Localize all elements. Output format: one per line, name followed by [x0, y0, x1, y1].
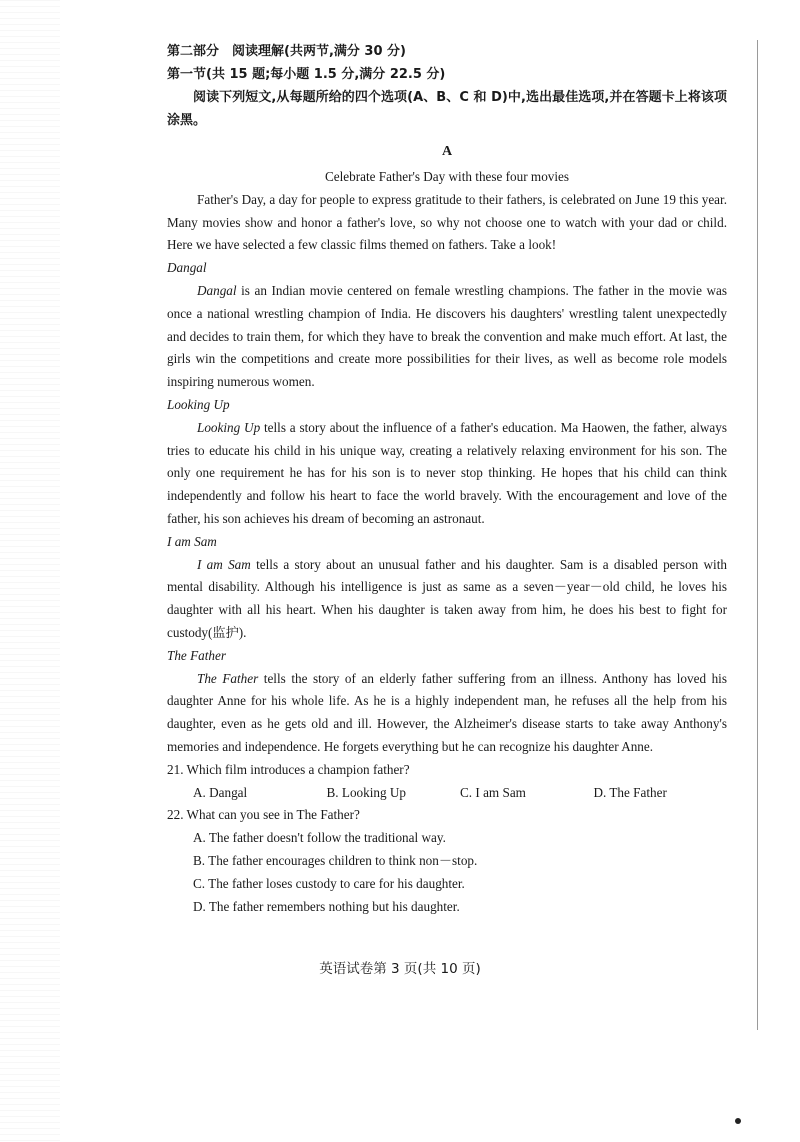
question-22-stem: 22. What can you see in The Father? [167, 807, 360, 823]
question-21-options [167, 782, 727, 805]
question-21-stem: 21. Which film introduces a champion father? [167, 761, 410, 777]
passage-letter: A [441, 144, 453, 159]
page-footer: 英语试卷第 3 页(共 10 页) [319, 961, 481, 977]
intro-paragraph: Father's Day, a day for people to express gratitude to their fathers, is celebrated on June 19 this year. Many movies show and honor a father's love, so why not choose one to watch with your dad or child. Here we have selected a few classic films themed on fathers. Take a look! [167, 191, 727, 253]
movie-paragraph-looking-up [167, 417, 727, 531]
q22-option-c: C. The father loses custody to care for his daughter. [193, 875, 465, 891]
binding-line [757, 40, 758, 1030]
movie-lead-dangal: Dangal [197, 282, 237, 298]
movie-text-dangal: is an Indian movie centered on female wrestling champions. The father in the movie was once a national wrestling champion of India. He discovers his daughters' wrestling talent unexpectedly and decides to train them, for which they have to break the convention and make much effort. At last, the girls win the competitions and create more possibilities for their lives, as well as become role models inspiring numerous women. [167, 282, 727, 390]
q22-option-b: B. The father encourages children to think non－stop. [193, 852, 478, 868]
q21-option-b: B. Looking Up [326, 784, 406, 800]
scan-mark [735, 1118, 741, 1124]
passage-title: Celebrate Father's Day with these four movies [324, 169, 570, 184]
movie-heading-looking-up: Looking Up [167, 396, 230, 412]
section-heading: 第一节(共 15 题;每小题 1.5 分,满分 22.5 分) [167, 67, 446, 82]
q21-option-d: D. The Father [593, 784, 667, 800]
movie-heading-i-am-sam: I am Sam [167, 533, 217, 549]
movie-heading-dangal: Dangal [167, 260, 207, 276]
movie-paragraph-i-am-sam [167, 554, 727, 645]
movie-lead-i-am-sam: I am Sam [197, 556, 251, 572]
movie-paragraph-dangal [167, 280, 727, 394]
q22-option-a: A. The father doesn't follow the traditional way. [193, 830, 446, 846]
part-heading: 第二部分 阅读理解(共两节,满分 30 分) [167, 44, 406, 59]
movie-text-looking-up: tells a story about the influence of a father's education. Ma Haowen, the father, always tries to educate his child in his unique way, creating a relatively relaxing environment for his son. The only one requirement he has for his son is to never stop thinking. He hopes that his child can think independently and follow his heart to face the world bravely. With the encouragement and love of the father, his son achieves his dream of becoming an astronaut. [167, 419, 727, 526]
movie-paragraph-the-father [167, 668, 727, 759]
movie-heading-the-father: The Father [167, 647, 226, 663]
instruction-text: 阅读下列短文,从每题所给的四个选项(A、B、C 和 D)中,选出最佳选项,并在答题卡上将该项涂黑。 [167, 90, 727, 128]
exam-page [167, 40, 727, 918]
movie-lead-looking-up: Looking Up [197, 419, 261, 435]
q22-option-d: D. The father remembers nothing but his daughter. [193, 898, 460, 914]
q21-option-a: A. Dangal [193, 784, 248, 800]
movie-text-the-father: tells the story of an elderly father suffering from an illness. Anthony has loved his daughter Anne for his whole life. As he is a highly independent man, he refuses all the help from his daughter, even as he gets old and ill. However, the Alzheimer's disease starts to take away Anthony's memories and independence. He forgets everything but he can recognize his daughter Anne. [167, 670, 727, 754]
q21-option-c: C. I am Sam [460, 784, 526, 800]
movie-text-i-am-sam: tells a story about an unusual father and his daughter. Sam is a disabled person with mental disability. Although his intelligence is just as same as a seven－year－old child, he loves his daughter with all his heart. When his daughter is taken away from him, he does his best to fight for custody(监护). [167, 556, 727, 640]
movie-lead-the-father: The Father [197, 670, 259, 686]
